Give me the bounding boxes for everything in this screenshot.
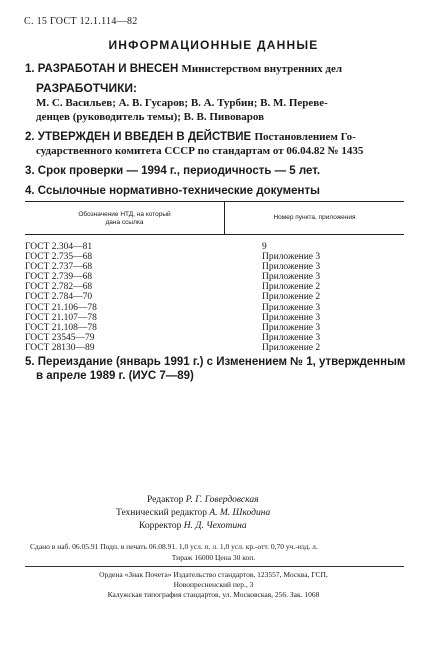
table-cell-reference: Приложение 2 bbox=[262, 292, 321, 303]
table-cell-document: ГОСТ 23545—79 bbox=[25, 332, 95, 343]
imprint-rule-1 bbox=[25, 566, 404, 567]
imprint-line-5: Калужская типография стандартов, ул. Московская, 256. Зак. 1068 bbox=[107, 590, 320, 599]
table-cell-document: ГОСТ 2.735—68 bbox=[25, 252, 93, 263]
table-cell-document: ГОСТ 2.304—81 bbox=[25, 242, 93, 252]
table-row bbox=[25, 272, 404, 282]
imprint-line-2: Тираж 16000 Цена 30 коп. bbox=[171, 553, 256, 562]
table-header-document bbox=[25, 211, 224, 227]
table-header-rule bbox=[25, 234, 404, 235]
page-title: ИНФОРМАЦИОННЫЕ ДАННЫЕ bbox=[108, 38, 319, 52]
section-2-lead: 2. УТВЕРЖДЕН И ВВЕДЕН В ДЕЙСТВИЕ bbox=[25, 131, 252, 143]
table-row bbox=[25, 262, 404, 272]
table-cell-reference: 9 bbox=[262, 242, 267, 252]
table-cell-reference: Приложение 2 bbox=[262, 342, 321, 353]
table-row bbox=[25, 252, 404, 262]
section-5-line-2: в апреле 1989 г. (ИУС 7—89) bbox=[36, 370, 194, 382]
table-header-reference: Номер пункта, приложения bbox=[273, 214, 356, 221]
table-cell-reference: Приложение 3 bbox=[262, 262, 321, 273]
section-1-text: Министерством внутренних дел bbox=[181, 63, 343, 75]
table-row bbox=[25, 282, 404, 292]
section-4: 4. Ссылочные нормативно-технические документы bbox=[25, 185, 320, 197]
section-2 bbox=[25, 131, 356, 143]
tech-editor-label: Технический редактор bbox=[116, 508, 207, 518]
proofreader-name: Н. Д. Чехотина bbox=[183, 521, 247, 531]
reference-table bbox=[25, 201, 404, 353]
table-cell-document: ГОСТ 2.737—68 bbox=[25, 262, 93, 273]
table-row bbox=[25, 343, 404, 353]
table-row bbox=[25, 242, 404, 252]
section-1 bbox=[25, 63, 342, 75]
table-row bbox=[25, 333, 404, 343]
developers-label: РАЗРАБОТЧИКИ: bbox=[36, 81, 138, 95]
section-2-text-2: сударственного комитета СССР по стандартам от 06.04.82 № 1435 bbox=[36, 145, 364, 157]
developers-line-2: денцев (руководитель темы); В. В. Пивоваров bbox=[36, 111, 265, 123]
section-3: 3. Срок проверки — 1994 г., периодичность — 5 лет. bbox=[25, 165, 321, 177]
table-row bbox=[25, 303, 404, 313]
table-cell-reference: Приложение 3 bbox=[262, 272, 321, 283]
imprint-line-1: Сдано в наб. 06.05.91 Подп. в печать 06.08.91. 1,0 усл. п. л. 1,0 усл. кр.-отт. 0,70 уч.-изд. л. bbox=[30, 542, 318, 551]
table-top-rule bbox=[25, 201, 404, 202]
imprint-line-4: Новопресненский пер., 3 bbox=[173, 580, 254, 589]
table-header-document-line-2: дана ссылка bbox=[105, 219, 144, 226]
table-row bbox=[25, 323, 404, 333]
table-cell-reference: Приложение 3 bbox=[262, 332, 321, 343]
tech-editor-credit bbox=[116, 508, 270, 518]
table-row bbox=[25, 313, 404, 323]
table-cell-document: ГОСТ 21.106—78 bbox=[25, 302, 97, 313]
section-5-line-1: 5. Переиздание (январь 1991 г.) с Изменением № 1, утвержденным bbox=[25, 356, 406, 368]
imprint-line-3: Ордена «Знак Почета» Издательство стандартов, 123557, Москва, ГСП, bbox=[99, 570, 328, 579]
table-cell-document: ГОСТ 2.739—68 bbox=[25, 272, 93, 283]
table-cell-reference: Приложение 3 bbox=[262, 302, 321, 313]
table-cell-reference: Приложение 3 bbox=[262, 322, 321, 333]
section-2-text-1: Постановлением Го- bbox=[254, 131, 356, 143]
editor-label: Редактор bbox=[147, 495, 184, 505]
table-cell-document: ГОСТ 21.107—78 bbox=[25, 312, 97, 323]
page-header: С. 15 ГОСТ 12.1.114—82 bbox=[24, 16, 138, 27]
table-cell-document: ГОСТ 2.782—68 bbox=[25, 282, 93, 293]
table-cell-document: ГОСТ 2.784—70 bbox=[25, 292, 93, 303]
table-body bbox=[25, 242, 404, 353]
editor-credit bbox=[147, 495, 259, 505]
table-row bbox=[25, 292, 404, 302]
table-cell-reference: Приложение 2 bbox=[262, 282, 321, 293]
table-cell-reference: Приложение 3 bbox=[262, 312, 321, 323]
proofreader-label: Корректор bbox=[139, 521, 182, 531]
table-header-document-line-1: Обозначение НТД, на который bbox=[78, 211, 171, 218]
tech-editor-name: А. М. Шкодина bbox=[209, 508, 271, 518]
editor-name: Р. Г. Говердовская bbox=[185, 495, 259, 505]
section-1-lead: 1. РАЗРАБОТАН И ВНЕСЕН bbox=[25, 63, 179, 75]
proofreader-credit bbox=[139, 521, 247, 531]
table-cell-document: ГОСТ 28130—89 bbox=[25, 342, 95, 353]
table-cell-document: ГОСТ 21.108—78 bbox=[25, 322, 97, 333]
developers-line-1: М. С. Васильев; А. В. Гусаров; В. А. Турбин; В. М. Переве- bbox=[36, 97, 328, 109]
table-cell-reference: Приложение 3 bbox=[262, 252, 321, 263]
